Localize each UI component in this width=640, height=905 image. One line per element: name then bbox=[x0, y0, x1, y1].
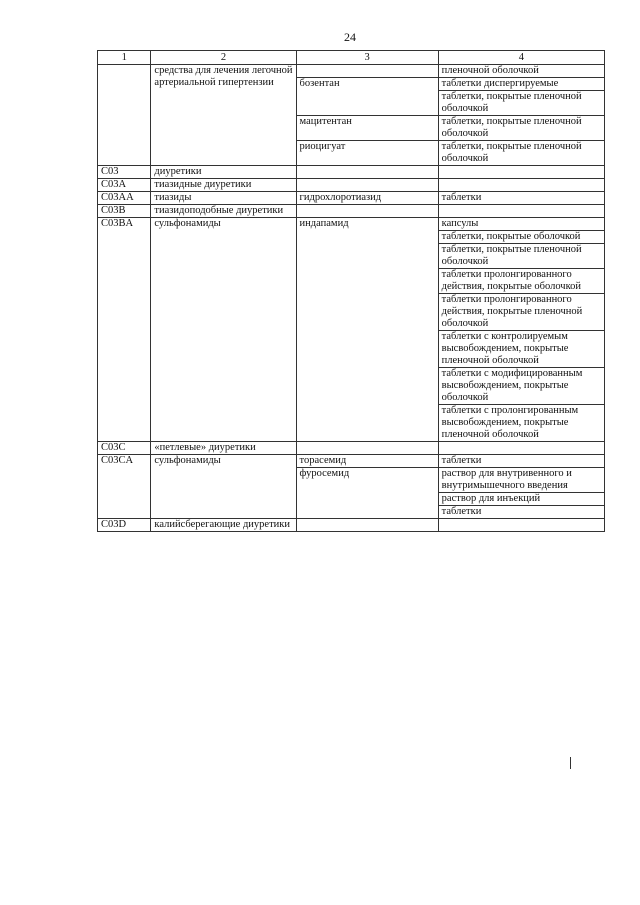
drug-cell: мацитентан bbox=[296, 116, 438, 141]
form-cell bbox=[438, 442, 604, 455]
form-cell: таблетки пролонгированного действия, покрытые оболочкой bbox=[438, 269, 604, 294]
group-cell: тиазиды bbox=[151, 192, 296, 205]
group-cell: диуретики bbox=[151, 166, 296, 179]
form-cell: таблетки, покрытые пленочной оболочкой bbox=[438, 91, 604, 116]
form-cell bbox=[438, 179, 604, 192]
table-row bbox=[98, 205, 605, 218]
group-cell: тиазидоподобные диуретики bbox=[151, 205, 296, 218]
group-cell: сульфонамиды bbox=[151, 455, 296, 519]
column-header-3: 3 bbox=[296, 51, 438, 65]
form-cell: таблетки, покрытые пленочной оболочкой bbox=[438, 116, 604, 141]
drug-cell bbox=[296, 519, 438, 532]
code-cell: C03AA bbox=[98, 192, 151, 205]
drug-cell bbox=[296, 65, 438, 78]
group-cell: «петлевые» диуретики bbox=[151, 442, 296, 455]
form-cell: капсулы bbox=[438, 218, 604, 231]
drug-cell bbox=[296, 179, 438, 192]
medication-table bbox=[97, 50, 605, 532]
code-cell: C03BA bbox=[98, 218, 151, 442]
form-cell: таблетки с модифицированным высвобождением, покрытые оболочкой bbox=[438, 368, 604, 405]
form-cell: таблетки с пролонгированным высвобождением, покрытые пленочной оболочкой bbox=[438, 405, 604, 442]
drug-cell bbox=[296, 442, 438, 455]
table-row bbox=[98, 65, 605, 78]
table-row bbox=[98, 455, 605, 468]
table-row bbox=[98, 166, 605, 179]
group-cell: калийсберегающие диуретики bbox=[151, 519, 296, 532]
form-cell bbox=[438, 205, 604, 218]
form-cell: таблетки bbox=[438, 455, 604, 468]
page-number: 24 bbox=[344, 30, 356, 44]
drug-cell: фуросемид bbox=[296, 468, 438, 519]
table-row bbox=[98, 179, 605, 192]
table-row bbox=[98, 218, 605, 231]
drug-cell: риоцигуат bbox=[296, 141, 438, 166]
form-cell: таблетки bbox=[438, 506, 604, 519]
form-cell: таблетки, покрытые оболочкой bbox=[438, 231, 604, 244]
form-cell: таблетки диспергируемые bbox=[438, 78, 604, 91]
form-cell bbox=[438, 519, 604, 532]
table-header-row bbox=[98, 51, 605, 65]
form-cell: пленочной оболочкой bbox=[438, 65, 604, 78]
code-cell: C03A bbox=[98, 179, 151, 192]
code-cell: C03C bbox=[98, 442, 151, 455]
group-cell: сульфонамиды bbox=[151, 218, 296, 442]
code-cell: C03 bbox=[98, 166, 151, 179]
code-cell: C03B bbox=[98, 205, 151, 218]
form-cell bbox=[438, 166, 604, 179]
table-row bbox=[98, 442, 605, 455]
column-header-4: 4 bbox=[438, 51, 604, 65]
form-cell: таблетки с контролируемым высвобождением, покрытые пленочной оболочкой bbox=[438, 331, 604, 368]
drug-cell: индапамид bbox=[296, 218, 438, 442]
drug-cell: бозентан bbox=[296, 78, 438, 116]
drug-cell bbox=[296, 166, 438, 179]
form-cell: таблетки, покрытые пленочной оболочкой bbox=[438, 141, 604, 166]
table-row bbox=[98, 192, 605, 205]
form-cell: таблетки, покрытые пленочной оболочкой bbox=[438, 244, 604, 269]
column-header-2: 2 bbox=[151, 51, 296, 65]
drug-cell bbox=[296, 205, 438, 218]
group-cell: тиазидные диуретики bbox=[151, 179, 296, 192]
form-cell: таблетки bbox=[438, 192, 604, 205]
form-cell: раствор для инъекций bbox=[438, 493, 604, 506]
group-cell: средства для лечения легочной артериальной гипертензии bbox=[151, 65, 296, 166]
table-row bbox=[98, 519, 605, 532]
code-cell bbox=[98, 65, 151, 166]
code-cell: C03CA bbox=[98, 455, 151, 519]
margin-mark bbox=[570, 757, 571, 769]
column-header-1: 1 bbox=[98, 51, 151, 65]
code-cell: C03D bbox=[98, 519, 151, 532]
drug-cell: торасемид bbox=[296, 455, 438, 468]
form-cell: раствор для внутривенного и внутримышечного введения bbox=[438, 468, 604, 493]
drug-cell: гидрохлоротиазид bbox=[296, 192, 438, 205]
form-cell: таблетки пролонгированного действия, покрытые пленочной оболочкой bbox=[438, 294, 604, 331]
